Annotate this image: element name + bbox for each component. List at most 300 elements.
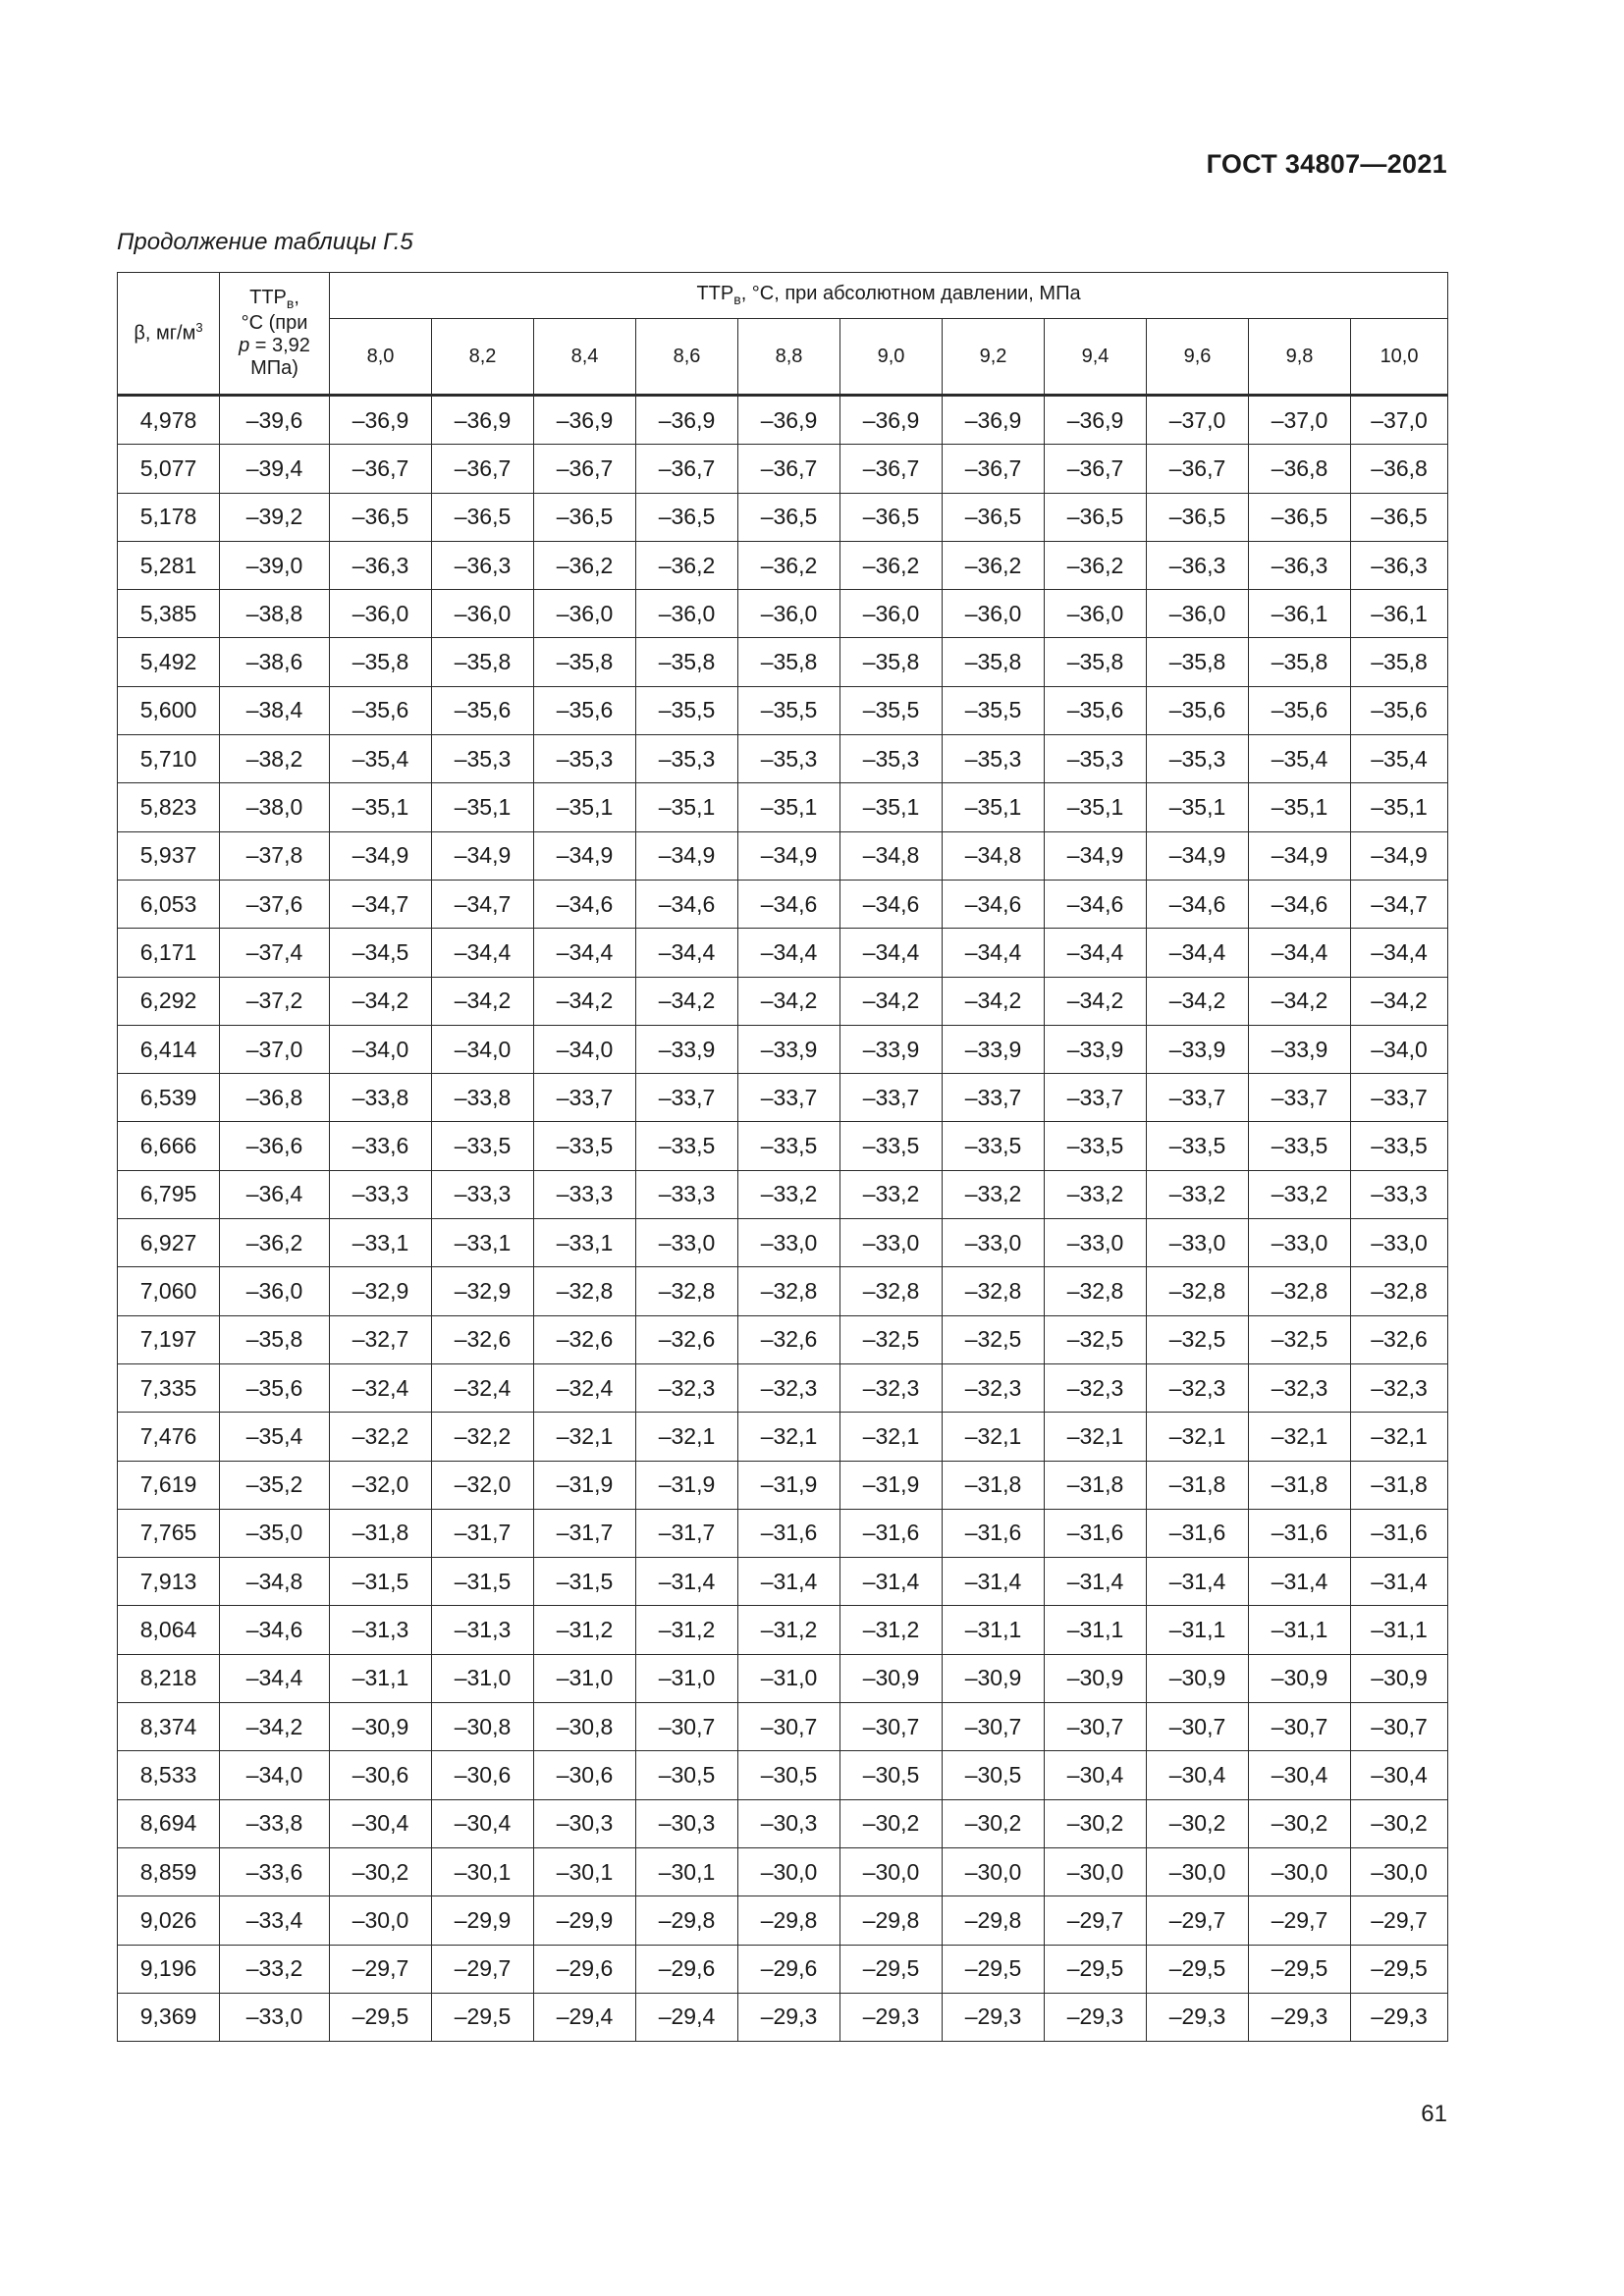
table-row [118, 1219, 1448, 1267]
ttr-value-cell: –29,3 [1249, 1993, 1351, 2041]
ttr-value-cell: –32,3 [1351, 1363, 1448, 1412]
ttr-value-cell: –34,6 [1249, 880, 1351, 928]
ttr-value-cell: –32,3 [1045, 1363, 1147, 1412]
beta-cell: 7,913 [118, 1558, 220, 1606]
ttr-value-cell: –35,3 [1045, 735, 1147, 783]
ttr-value-cell: –31,4 [943, 1558, 1045, 1606]
ttr-value-cell: –32,8 [534, 1267, 636, 1315]
ttr-value-cell: –33,3 [432, 1170, 534, 1218]
table-row [118, 1751, 1448, 1799]
beta-cell: 6,053 [118, 880, 220, 928]
ttr-value-cell: –29,8 [943, 1896, 1045, 1945]
table-row [118, 1413, 1448, 1461]
ttr-value-cell: –30,9 [1249, 1654, 1351, 1702]
pressure-header-cell: 9,4 [1045, 319, 1147, 396]
ttr-value-cell: –36,0 [636, 590, 738, 638]
ttr-value-cell: –35,1 [330, 783, 432, 831]
ttr-base-cell: –36,6 [220, 1122, 330, 1170]
beta-cell: 5,385 [118, 590, 220, 638]
beta-cell: 7,060 [118, 1267, 220, 1315]
table-row [118, 493, 1448, 541]
ttr-value-cell: –30,4 [330, 1799, 432, 1847]
table-row [118, 880, 1448, 928]
ttr-value-cell: –34,4 [1045, 929, 1147, 977]
ttr-value-cell: –30,7 [1249, 1703, 1351, 1751]
ttr-value-cell: –31,9 [534, 1461, 636, 1509]
ttr-value-cell: –31,6 [1147, 1509, 1249, 1557]
beta-cell: 8,218 [118, 1654, 220, 1702]
ttr-value-cell: –32,3 [840, 1363, 943, 1412]
table-row [118, 831, 1448, 880]
ttr-value-cell: –35,8 [1351, 638, 1448, 686]
ttr-value-cell: –36,5 [840, 493, 943, 541]
ttr-value-cell: –31,8 [943, 1461, 1045, 1509]
ttr-value-cell: –31,0 [636, 1654, 738, 1702]
ttr-value-cell: –32,8 [1147, 1267, 1249, 1315]
ttr-value-cell: –30,5 [943, 1751, 1045, 1799]
ttr-column-header: $ТТР_в$, °С (при p = 3,92 МПа) [220, 273, 330, 396]
ttr-base-cell: –39,0 [220, 541, 330, 589]
ttr-base-cell: –37,2 [220, 977, 330, 1025]
ttr-value-cell: –34,4 [1147, 929, 1249, 977]
ttr-base-cell: –36,2 [220, 1219, 330, 1267]
table-row [118, 445, 1448, 493]
ttr-value-cell: –35,5 [840, 686, 943, 734]
ttr-value-cell: –34,0 [432, 1025, 534, 1073]
ttr-value-cell: –33,1 [432, 1219, 534, 1267]
ttr-value-cell: –30,6 [330, 1751, 432, 1799]
ttr-value-cell: –29,7 [1351, 1896, 1448, 1945]
table-row [118, 1558, 1448, 1606]
ttr-value-cell: –30,4 [1351, 1751, 1448, 1799]
ttr-value-cell: –31,6 [738, 1509, 840, 1557]
ttr-value-cell: –29,3 [1351, 1993, 1448, 2041]
ttr-value-cell: –36,2 [840, 541, 943, 589]
ttr-value-cell: –34,0 [330, 1025, 432, 1073]
ttr-value-cell: –32,5 [1249, 1315, 1351, 1363]
ttr-value-cell: –30,1 [534, 1847, 636, 1896]
ttr-value-cell: –36,8 [1351, 445, 1448, 493]
ttr-value-cell: –35,3 [636, 735, 738, 783]
ttr-value-cell: –34,4 [738, 929, 840, 977]
ttr-value-cell: –30,1 [432, 1847, 534, 1896]
ttr-value-cell: –35,4 [1249, 735, 1351, 783]
ttr-value-cell: –32,1 [1249, 1413, 1351, 1461]
ttr-value-cell: –33,1 [534, 1219, 636, 1267]
beta-cell: 6,414 [118, 1025, 220, 1073]
ttr-value-cell: –31,0 [738, 1654, 840, 1702]
ttr-value-cell: –32,1 [1351, 1413, 1448, 1461]
ttr-value-cell: –34,2 [534, 977, 636, 1025]
beta-cell: 5,937 [118, 831, 220, 880]
table-row [118, 1267, 1448, 1315]
table-header [118, 273, 1448, 396]
ttr-value-cell: –30,0 [1147, 1847, 1249, 1896]
ttr-value-cell: –35,6 [1147, 686, 1249, 734]
table-row [118, 1363, 1448, 1412]
ttr-value-cell: –35,1 [943, 783, 1045, 831]
ttr-value-cell: –35,3 [840, 735, 943, 783]
beta-cell: 9,369 [118, 1993, 220, 2041]
ttr-value-cell: –31,4 [1351, 1558, 1448, 1606]
ttr-value-cell: –31,9 [840, 1461, 943, 1509]
pressure-header-cell: 9,6 [1147, 319, 1249, 396]
ttr-value-cell: –30,5 [738, 1751, 840, 1799]
ttr-value-cell: –34,7 [330, 880, 432, 928]
ttr-value-cell: –33,9 [738, 1025, 840, 1073]
ttr-value-cell: –30,7 [1045, 1703, 1147, 1751]
ttr-value-cell: –31,8 [1351, 1461, 1448, 1509]
ttr-value-cell: –29,7 [1147, 1896, 1249, 1945]
ttr-value-cell: –31,7 [636, 1509, 738, 1557]
beta-cell: 6,795 [118, 1170, 220, 1218]
beta-cell: 5,710 [118, 735, 220, 783]
ttr-value-cell: –34,4 [840, 929, 943, 977]
ttr-value-cell: –36,2 [738, 541, 840, 589]
ttr-value-cell: –34,6 [943, 880, 1045, 928]
ttr-base-cell: –36,4 [220, 1170, 330, 1218]
ttr-value-cell: –36,0 [943, 590, 1045, 638]
ttr-value-cell: –31,1 [330, 1654, 432, 1702]
ttr-value-cell: –36,7 [840, 445, 943, 493]
ttr-value-cell: –34,9 [1249, 831, 1351, 880]
ttr-value-cell: –30,0 [1045, 1847, 1147, 1896]
ttr-value-cell: –30,2 [943, 1799, 1045, 1847]
ttr-value-cell: –29,4 [534, 1993, 636, 2041]
ttr-value-cell: –33,5 [636, 1122, 738, 1170]
ttr-value-cell: –33,9 [1249, 1025, 1351, 1073]
table-row [118, 735, 1448, 783]
ttr-value-cell: –32,8 [1249, 1267, 1351, 1315]
ttr-value-cell: –35,3 [1147, 735, 1249, 783]
ttr-value-cell: –36,9 [840, 396, 943, 445]
ttr-value-cell: –30,0 [738, 1847, 840, 1896]
ttr-value-cell: –30,0 [840, 1847, 943, 1896]
ttr-base-cell: –35,4 [220, 1413, 330, 1461]
ttr-value-cell: –31,2 [534, 1606, 636, 1654]
ttr-value-cell: –36,5 [330, 493, 432, 541]
ttr-value-cell: –32,2 [330, 1413, 432, 1461]
ttr-value-cell: –32,0 [432, 1461, 534, 1509]
table-body [118, 396, 1448, 2042]
ttr-value-cell: –30,6 [534, 1751, 636, 1799]
ttr-value-cell: –35,5 [636, 686, 738, 734]
ttr-value-cell: –35,8 [1147, 638, 1249, 686]
ttr-value-cell: –36,9 [636, 396, 738, 445]
ttr-value-cell: –30,2 [840, 1799, 943, 1847]
ttr-value-cell: –37,0 [1351, 396, 1448, 445]
ttr-base-cell: –36,8 [220, 1074, 330, 1122]
ttr-value-cell: –30,4 [1249, 1751, 1351, 1799]
pressure-header-cell: 9,0 [840, 319, 943, 396]
ttr-value-cell: –31,9 [636, 1461, 738, 1509]
ttr-base-cell: –34,8 [220, 1558, 330, 1606]
ttr-value-cell: –36,0 [840, 590, 943, 638]
ttr-value-cell: –33,9 [840, 1025, 943, 1073]
ttr-value-cell: –33,1 [330, 1219, 432, 1267]
ttr-value-cell: –30,9 [840, 1654, 943, 1702]
ttr-value-cell: –30,5 [840, 1751, 943, 1799]
ttr-base-cell: –39,4 [220, 445, 330, 493]
ttr-value-cell: –36,2 [943, 541, 1045, 589]
ttr-value-cell: –36,5 [1147, 493, 1249, 541]
ttr-value-cell: –36,7 [534, 445, 636, 493]
ttr-value-cell: –29,8 [636, 1896, 738, 1945]
ttr-value-cell: –33,2 [1045, 1170, 1147, 1218]
table-row [118, 929, 1448, 977]
table-row [118, 1896, 1448, 1945]
table-row [118, 541, 1448, 589]
beta-cell: 4,978 [118, 396, 220, 445]
ttr-value-cell: –31,1 [1045, 1606, 1147, 1654]
ttr-value-cell: –29,7 [1249, 1896, 1351, 1945]
pressure-header-cell: 8,6 [636, 319, 738, 396]
ttr-value-cell: –35,8 [534, 638, 636, 686]
ttr-value-cell: –31,4 [1045, 1558, 1147, 1606]
ttr-value-cell: –34,6 [534, 880, 636, 928]
ttr-value-cell: –33,7 [1147, 1074, 1249, 1122]
ttr-value-cell: –34,7 [1351, 880, 1448, 928]
ttr-value-cell: –29,3 [1147, 1993, 1249, 2041]
ttr-value-cell: –37,0 [1147, 396, 1249, 445]
ttr-value-cell: –32,6 [534, 1315, 636, 1363]
ttr-value-cell: –31,1 [1147, 1606, 1249, 1654]
ttr-value-cell: –32,5 [1147, 1315, 1249, 1363]
table-row [118, 1315, 1448, 1363]
beta-cell: 5,281 [118, 541, 220, 589]
ttr-value-cell: –36,3 [1147, 541, 1249, 589]
pressure-header-cell: 8,4 [534, 319, 636, 396]
beta-cell: 5,077 [118, 445, 220, 493]
ttr-value-cell: –34,4 [1249, 929, 1351, 977]
ttr-base-cell: –34,2 [220, 1703, 330, 1751]
ttr-value-cell: –32,1 [943, 1413, 1045, 1461]
ttr-value-cell: –30,4 [432, 1799, 534, 1847]
ttr-value-cell: –33,7 [738, 1074, 840, 1122]
ttr-value-cell: –32,3 [636, 1363, 738, 1412]
ttr-value-cell: –30,8 [432, 1703, 534, 1751]
ttr-value-cell: –35,8 [330, 638, 432, 686]
ttr-value-cell: –29,5 [432, 1993, 534, 2041]
ttr-value-cell: –31,5 [534, 1558, 636, 1606]
ttr-value-cell: –33,5 [738, 1122, 840, 1170]
pressure-header-cell: 9,8 [1249, 319, 1351, 396]
ttr-value-cell: –34,4 [636, 929, 738, 977]
ttr-value-cell: –30,6 [432, 1751, 534, 1799]
ttr-value-cell: –35,8 [636, 638, 738, 686]
ttr-value-cell: –36,2 [534, 541, 636, 589]
ttr-value-cell: –30,5 [636, 1751, 738, 1799]
beta-column-header: β, $мг/м^3$ [118, 273, 220, 396]
ttr-value-cell: –35,3 [534, 735, 636, 783]
ttr-value-cell: –33,7 [1351, 1074, 1448, 1122]
ttr-value-cell: –36,9 [432, 396, 534, 445]
ttr-value-cell: –30,2 [1249, 1799, 1351, 1847]
ttr-value-cell: –34,9 [738, 831, 840, 880]
table-caption: Продолжение таблицы Г.5 [117, 229, 413, 255]
ttr-value-cell: –33,6 [330, 1122, 432, 1170]
ttr-value-cell: –30,0 [943, 1847, 1045, 1896]
ttr-base-cell: –38,0 [220, 783, 330, 831]
ttr-value-cell: –36,0 [738, 590, 840, 638]
ttr-value-cell: –30,1 [636, 1847, 738, 1896]
ttr-value-cell: –33,5 [943, 1122, 1045, 1170]
ttr-value-cell: –30,7 [738, 1703, 840, 1751]
ttr-value-cell: –34,2 [1351, 977, 1448, 1025]
ttr-value-cell: –31,0 [534, 1654, 636, 1702]
ttr-value-cell: –32,4 [432, 1363, 534, 1412]
ttr-value-cell: –29,5 [1249, 1945, 1351, 1993]
document-code: ГОСТ 34807—2021 [1206, 149, 1447, 179]
ttr-value-cell: –30,7 [1147, 1703, 1249, 1751]
beta-cell: 7,476 [118, 1413, 220, 1461]
ttr-value-cell: –29,7 [330, 1945, 432, 1993]
ttr-value-cell: –36,8 [1249, 445, 1351, 493]
ttr-value-cell: –36,0 [1147, 590, 1249, 638]
ttr-value-cell: –29,6 [738, 1945, 840, 1993]
table-row [118, 1074, 1448, 1122]
ttr-value-cell: –33,7 [840, 1074, 943, 1122]
ttr-value-cell: –30,9 [330, 1703, 432, 1751]
ttr-value-cell: –36,2 [1045, 541, 1147, 589]
ttr-value-cell: –33,7 [1045, 1074, 1147, 1122]
ttr-value-cell: –33,2 [943, 1170, 1045, 1218]
ttr-value-cell: –30,7 [840, 1703, 943, 1751]
table-row [118, 1170, 1448, 1218]
ttr-value-cell: –34,5 [330, 929, 432, 977]
ttr-base-cell: –38,8 [220, 590, 330, 638]
ttr-value-cell: –36,7 [432, 445, 534, 493]
ttr-value-cell: –32,1 [738, 1413, 840, 1461]
ttr-value-cell: –36,5 [943, 493, 1045, 541]
pressure-header-cell: 8,0 [330, 319, 432, 396]
ttr-value-cell: –29,5 [1147, 1945, 1249, 1993]
ttr-value-cell: –36,3 [432, 541, 534, 589]
ttr-value-cell: –36,9 [534, 396, 636, 445]
ttr-value-cell: –29,5 [330, 1993, 432, 2041]
ttr-value-cell: –33,0 [636, 1219, 738, 1267]
ttr-value-cell: –31,5 [330, 1558, 432, 1606]
table-row [118, 1799, 1448, 1847]
beta-cell: 6,292 [118, 977, 220, 1025]
data-table [117, 272, 1448, 2042]
ttr-value-cell: –30,0 [1351, 1847, 1448, 1896]
ttr-value-cell: –35,4 [330, 735, 432, 783]
table-row [118, 686, 1448, 734]
table-row [118, 590, 1448, 638]
ttr-value-cell: –36,0 [1045, 590, 1147, 638]
ttr-value-cell: –32,6 [636, 1315, 738, 1363]
ttr-value-cell: –34,7 [432, 880, 534, 928]
ttr-value-cell: –30,9 [1351, 1654, 1448, 1702]
ttr-value-cell: –31,1 [1351, 1606, 1448, 1654]
ttr-value-cell: –36,3 [330, 541, 432, 589]
ttr-base-cell: –33,4 [220, 1896, 330, 1945]
ttr-value-cell: –29,3 [840, 1993, 943, 2041]
ttr-value-cell: –33,0 [1147, 1219, 1249, 1267]
ttr-value-cell: –35,6 [1045, 686, 1147, 734]
ttr-value-cell: –31,4 [840, 1558, 943, 1606]
ttr-value-cell: –30,3 [738, 1799, 840, 1847]
ttr-value-cell: –36,7 [1045, 445, 1147, 493]
ttr-value-cell: –33,5 [1351, 1122, 1448, 1170]
ttr-value-cell: –30,8 [534, 1703, 636, 1751]
ttr-value-cell: –30,9 [1045, 1654, 1147, 1702]
ttr-value-cell: –32,7 [330, 1315, 432, 1363]
ttr-value-cell: –32,3 [1147, 1363, 1249, 1412]
ttr-value-cell: –31,0 [432, 1654, 534, 1702]
ttr-value-cell: –32,8 [738, 1267, 840, 1315]
ttr-base-cell: –35,6 [220, 1363, 330, 1412]
ttr-value-cell: –34,6 [1147, 880, 1249, 928]
table-row [118, 1654, 1448, 1702]
ttr-value-cell: –30,3 [534, 1799, 636, 1847]
ttr-value-cell: –29,6 [534, 1945, 636, 1993]
ttr-value-cell: –35,1 [1249, 783, 1351, 831]
beta-cell: 8,064 [118, 1606, 220, 1654]
ttr-value-cell: –32,4 [534, 1363, 636, 1412]
ttr-value-cell: –30,0 [330, 1896, 432, 1945]
beta-cell: 6,539 [118, 1074, 220, 1122]
ttr-value-cell: –36,5 [432, 493, 534, 541]
ttr-base-cell: –37,4 [220, 929, 330, 977]
ttr-value-cell: –33,9 [1045, 1025, 1147, 1073]
table-row [118, 1847, 1448, 1896]
ttr-value-cell: –35,1 [1045, 783, 1147, 831]
ttr-value-cell: –34,2 [1147, 977, 1249, 1025]
ttr-value-cell: –32,8 [1045, 1267, 1147, 1315]
ttr-value-cell: –35,6 [1249, 686, 1351, 734]
ttr-value-cell: –33,9 [636, 1025, 738, 1073]
ttr-value-cell: –31,7 [534, 1509, 636, 1557]
ttr-value-cell: –30,7 [1351, 1703, 1448, 1751]
ttr-value-cell: –36,3 [1351, 541, 1448, 589]
ttr-value-cell: –34,2 [1249, 977, 1351, 1025]
ttr-value-cell: –36,7 [330, 445, 432, 493]
beta-cell: 6,927 [118, 1219, 220, 1267]
ttr-base-cell: –38,2 [220, 735, 330, 783]
ttr-value-cell: –32,1 [840, 1413, 943, 1461]
ttr-value-cell: –33,7 [636, 1074, 738, 1122]
ttr-value-cell: –34,9 [330, 831, 432, 880]
beta-cell: 5,600 [118, 686, 220, 734]
ttr-value-cell: –36,5 [534, 493, 636, 541]
ttr-value-cell: –32,3 [738, 1363, 840, 1412]
ttr-base-cell: –35,8 [220, 1315, 330, 1363]
ttr-value-cell: –31,5 [432, 1558, 534, 1606]
ttr-value-cell: –32,6 [1351, 1315, 1448, 1363]
ttr-value-cell: –34,0 [534, 1025, 636, 1073]
beta-cell: 8,374 [118, 1703, 220, 1751]
ttr-value-cell: –35,5 [943, 686, 1045, 734]
ttr-value-cell: –32,1 [534, 1413, 636, 1461]
ttr-value-cell: –31,1 [943, 1606, 1045, 1654]
ttr-value-cell: –34,9 [636, 831, 738, 880]
ttr-value-cell: –29,5 [943, 1945, 1045, 1993]
ttr-value-cell: –35,6 [1351, 686, 1448, 734]
ttr-base-cell: –34,4 [220, 1654, 330, 1702]
ttr-value-cell: –31,6 [1045, 1509, 1147, 1557]
ttr-value-cell: –30,2 [1351, 1799, 1448, 1847]
ttr-value-cell: –35,1 [636, 783, 738, 831]
ttr-value-cell: –36,0 [432, 590, 534, 638]
ttr-value-cell: –36,5 [1045, 493, 1147, 541]
ttr-value-cell: –33,3 [534, 1170, 636, 1218]
ttr-value-cell: –33,0 [1045, 1219, 1147, 1267]
ttr-value-cell: –31,6 [840, 1509, 943, 1557]
ttr-value-cell: –35,1 [738, 783, 840, 831]
ttr-value-cell: –36,7 [943, 445, 1045, 493]
